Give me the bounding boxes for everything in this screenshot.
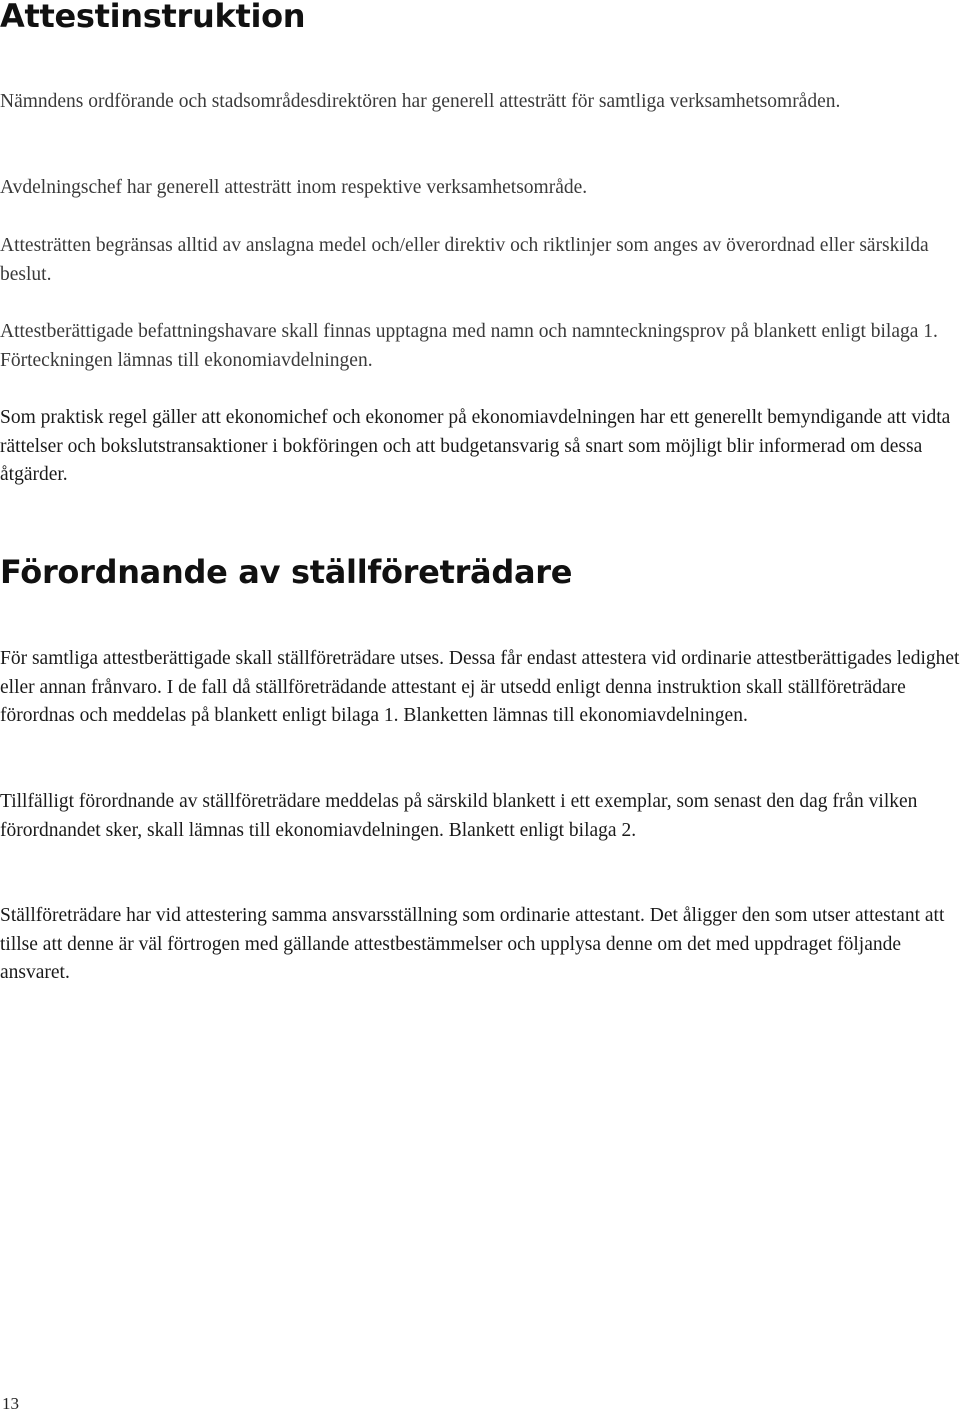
paragraph-praktisk-regel: Som praktisk regel gäller att ekonomichef och ekonomer på ekonomiavdelningen har ett generellt bemyndigande att vidta rättelser och bokslutstransaktioner i bokföringen och att budgetansvarig så snart som möjligt blir informerad om dessa åtgärder. <box>0 407 951 485</box>
paragraph-attest-generell: Nämndens ordförande och stadsområdesdirektören har generell attesträtt för samtliga verksamhetsområden. <box>0 91 841 112</box>
page-number: 13 <box>2 1394 19 1413</box>
section-heading-attestinstruktion: Attestinstruktion <box>0 0 306 35</box>
paragraph-ansvarsstallning: Ställföreträdare har vid attestering samma ansvarsställning som ordinarie attestant. Det åligger den som utser attestant att tillse att denne är väl förtrogen med gällande attestbestämmelser och upplysa denne om det med uppdraget följande ansvaret. <box>0 905 945 983</box>
paragraph-utse-stallforetradare: För samtliga attestberättigade skall ställföreträdare utses. Dessa får endast attestera vid ordinarie attestberättigades ledighet eller annan frånvaro. I de fall då ställföreträdande attestant ej är utsedd enligt denna instruktion skall ställföreträdare förordnas och meddelas på blankett enligt bilaga 1. Blanketten lämnas till ekonomiavdelningen. <box>0 648 960 726</box>
paragraph-avdelningschef: Avdelningschef har generell attesträtt inom respektive verksamhetsområde. <box>0 177 588 198</box>
paragraph-befattningshavare: Attestberättigade befattningshavare skall finnas upptagna med namn och namnteckningsprov på blankett enligt bilaga 1. Förteckningen lämnas till ekonomiavdelningen. <box>0 321 938 371</box>
paragraph-begransning: Attesträtten begränsas alltid av anslagna medel och/eller direktiv och riktlinjer som anges av överordnad eller särskilda beslut. <box>0 235 929 285</box>
section-heading-stallforetradare: Förordnande av ställföreträdare <box>0 553 573 591</box>
paragraph-tillfalligt-forordnande: Tillfälligt förordnande av ställföreträdare meddelas på särskild blankett i ett exemplar, som senast den dag från vilken förordnandet sker, skall lämnas till ekonomiavdelningen. Blankett enligt bilaga 2. <box>0 791 918 841</box>
